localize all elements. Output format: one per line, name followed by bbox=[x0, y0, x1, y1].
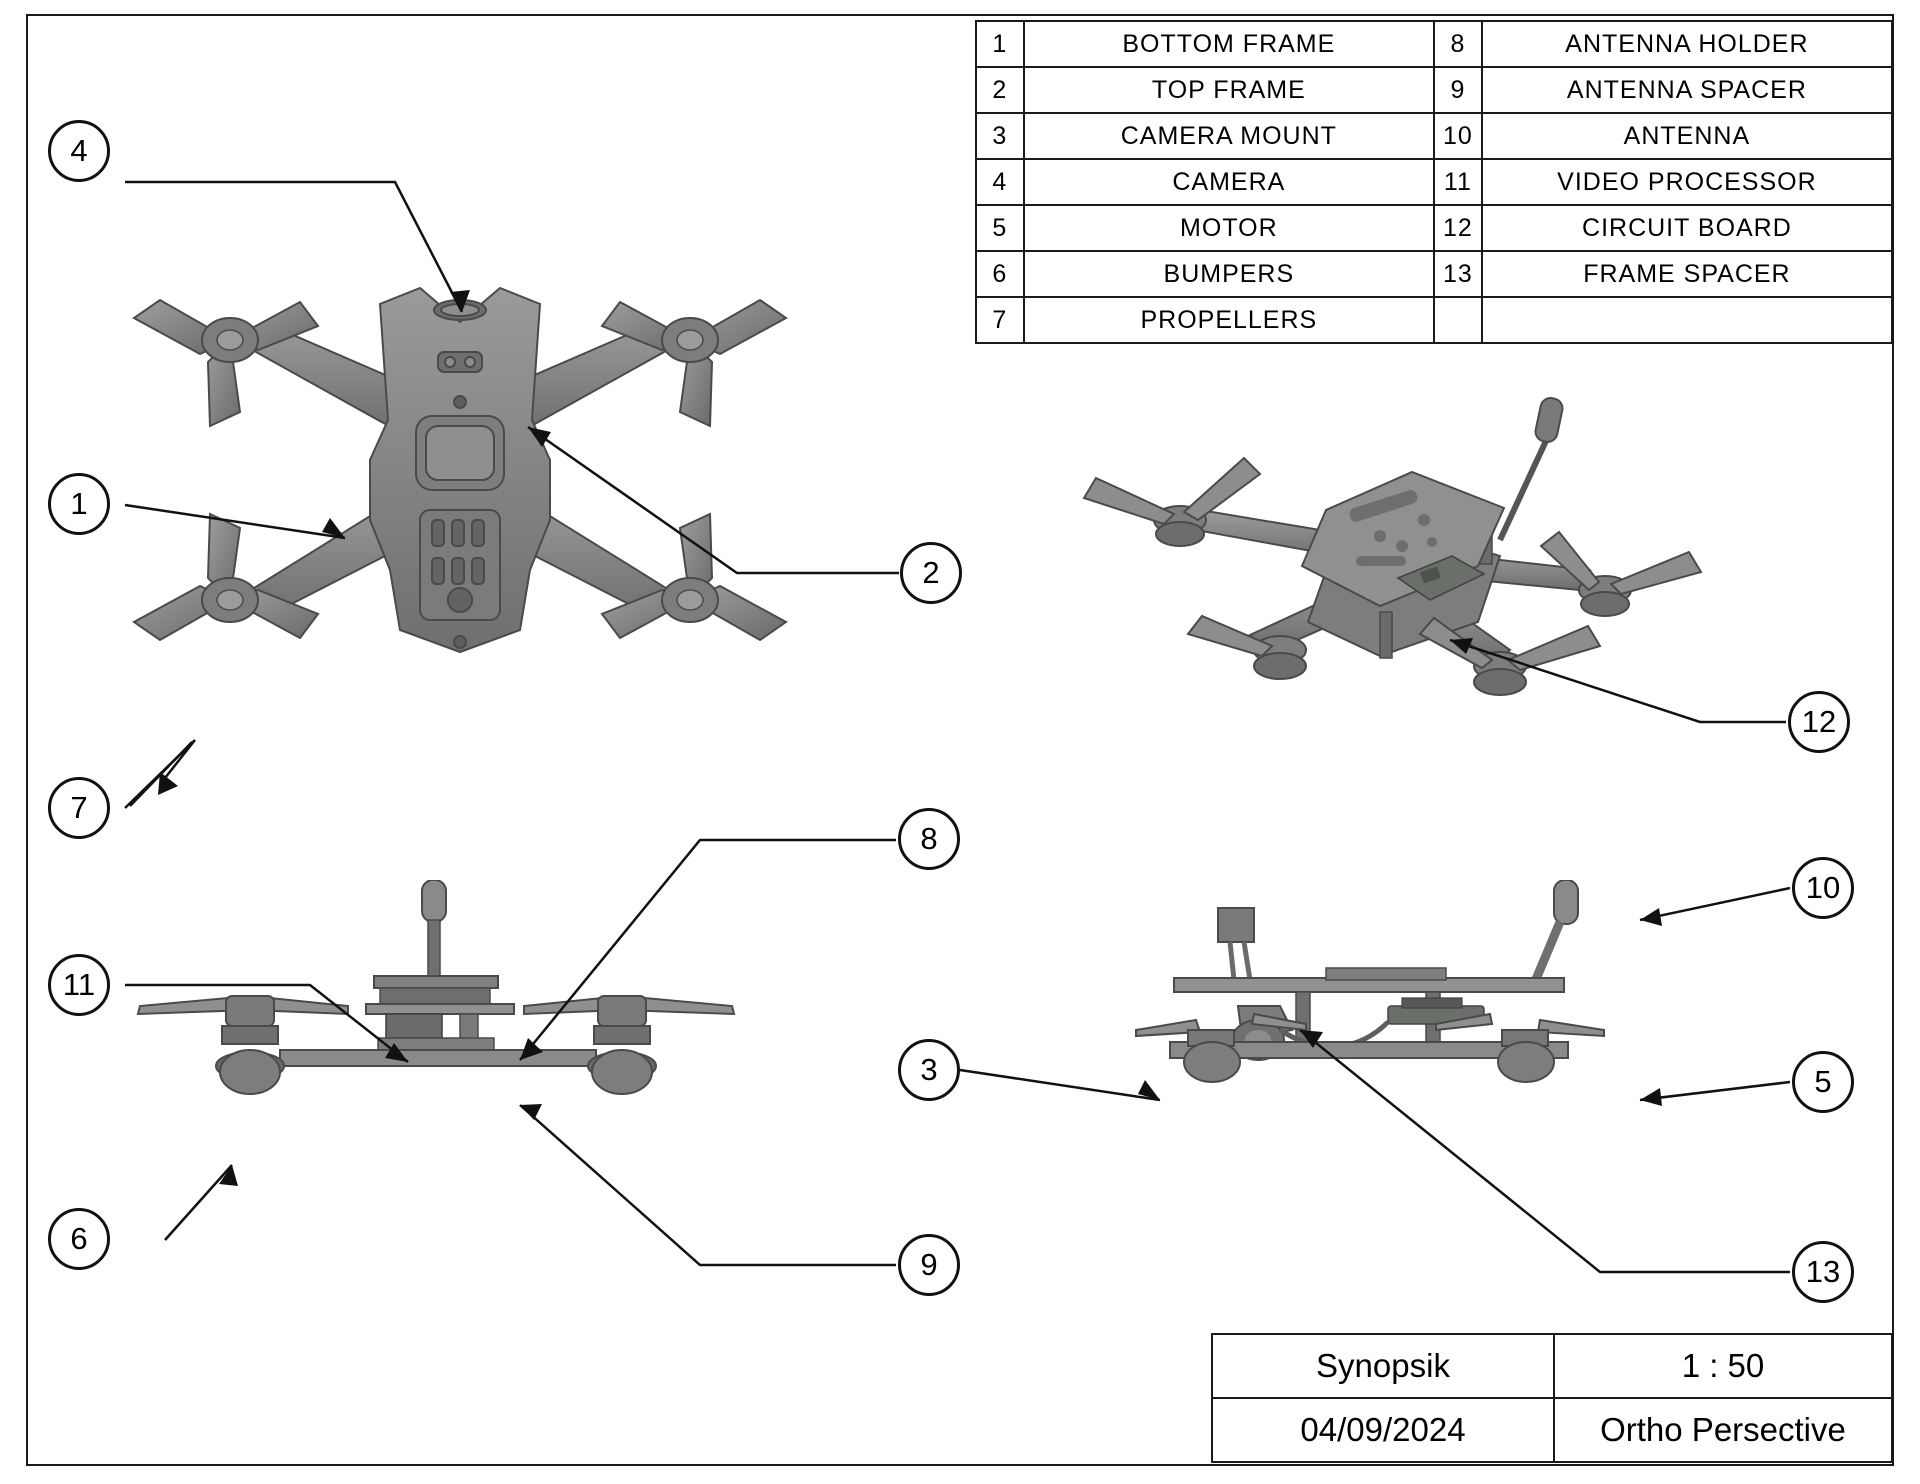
front-top-frame bbox=[366, 1004, 514, 1014]
view-type: Ortho Persective bbox=[1554, 1398, 1892, 1462]
table-row bbox=[976, 67, 1892, 113]
side-antenna bbox=[1534, 880, 1578, 984]
part-number: 13 bbox=[1434, 251, 1482, 297]
part-number: 1 bbox=[976, 21, 1024, 67]
table-row bbox=[976, 205, 1892, 251]
balloon-12[interactable]: 12 bbox=[1788, 691, 1850, 753]
drone-front-view-art bbox=[130, 880, 750, 1130]
iso-antenna bbox=[1500, 396, 1564, 540]
part-description: BOTTOM FRAME bbox=[1024, 21, 1434, 67]
drone-side-view-art bbox=[1130, 880, 1670, 1110]
part-description: PROPELLERS bbox=[1024, 297, 1434, 343]
view-isometric bbox=[1080, 360, 1720, 740]
drawing-scale: 1 : 50 bbox=[1554, 1334, 1892, 1398]
drone-top-view-art bbox=[120, 270, 800, 690]
balloon-13[interactable]: 13 bbox=[1792, 1241, 1854, 1303]
part-number: 11 bbox=[1434, 159, 1482, 205]
part-description: ANTENNA bbox=[1482, 113, 1892, 159]
part-number: 10 bbox=[1434, 113, 1482, 159]
balloon-6[interactable]: 6 bbox=[48, 1208, 110, 1270]
table-row bbox=[976, 297, 1892, 343]
balloon-1[interactable]: 1 bbox=[48, 473, 110, 535]
part-number: 8 bbox=[1434, 21, 1482, 67]
table-row bbox=[976, 159, 1892, 205]
part-description: FRAME SPACER bbox=[1482, 251, 1892, 297]
balloon-10[interactable]: 10 bbox=[1792, 857, 1854, 919]
table-row bbox=[976, 113, 1892, 159]
balloon-3[interactable]: 3 bbox=[898, 1039, 960, 1101]
part-number: 4 bbox=[976, 159, 1024, 205]
part-number: 2 bbox=[976, 67, 1024, 113]
front-antenna bbox=[422, 880, 446, 980]
part-description: CAMERA MOUNT bbox=[1024, 113, 1434, 159]
part-description: BUMPERS bbox=[1024, 251, 1434, 297]
view-front bbox=[130, 880, 750, 1130]
part-description: CAMERA bbox=[1024, 159, 1434, 205]
balloon-7[interactable]: 7 bbox=[48, 777, 110, 839]
balloon-5[interactable]: 5 bbox=[1792, 1051, 1854, 1113]
part-description: MOTOR bbox=[1024, 205, 1434, 251]
project-name: Synopsik bbox=[1212, 1334, 1554, 1398]
balloon-8[interactable]: 8 bbox=[898, 808, 960, 870]
balloon-9[interactable]: 9 bbox=[898, 1234, 960, 1296]
part-number: 3 bbox=[976, 113, 1024, 159]
table-row bbox=[976, 251, 1892, 297]
drone-isometric-art bbox=[1080, 360, 1720, 740]
balloon-2[interactable]: 2 bbox=[900, 542, 962, 604]
front-video-processor bbox=[386, 1014, 442, 1038]
view-top bbox=[120, 270, 800, 690]
part-description: ANTENNA SPACER bbox=[1482, 67, 1892, 113]
front-bottom-frame bbox=[280, 1050, 596, 1066]
parts-list-table bbox=[975, 20, 1893, 344]
balloon-11[interactable]: 11 bbox=[48, 954, 110, 1016]
part-number: 5 bbox=[976, 205, 1024, 251]
front-antenna-holder bbox=[374, 976, 498, 988]
balloon-4[interactable]: 4 bbox=[48, 120, 110, 182]
view-side bbox=[1130, 880, 1670, 1110]
part-number: 12 bbox=[1434, 205, 1482, 251]
table-row bbox=[976, 21, 1892, 67]
part-number bbox=[1434, 297, 1482, 343]
part-description: TOP FRAME bbox=[1024, 67, 1434, 113]
title-block-row bbox=[1212, 1398, 1892, 1462]
part-description: ANTENNA HOLDER bbox=[1482, 21, 1892, 67]
part-description bbox=[1482, 297, 1892, 343]
part-number: 6 bbox=[976, 251, 1024, 297]
title-block bbox=[1211, 1333, 1893, 1463]
part-number: 9 bbox=[1434, 67, 1482, 113]
drawing-date: 04/09/2024 bbox=[1212, 1398, 1554, 1462]
part-description: CIRCUIT BOARD bbox=[1482, 205, 1892, 251]
title-block-row bbox=[1212, 1334, 1892, 1398]
part-number: 7 bbox=[976, 297, 1024, 343]
part-description: VIDEO PROCESSOR bbox=[1482, 159, 1892, 205]
